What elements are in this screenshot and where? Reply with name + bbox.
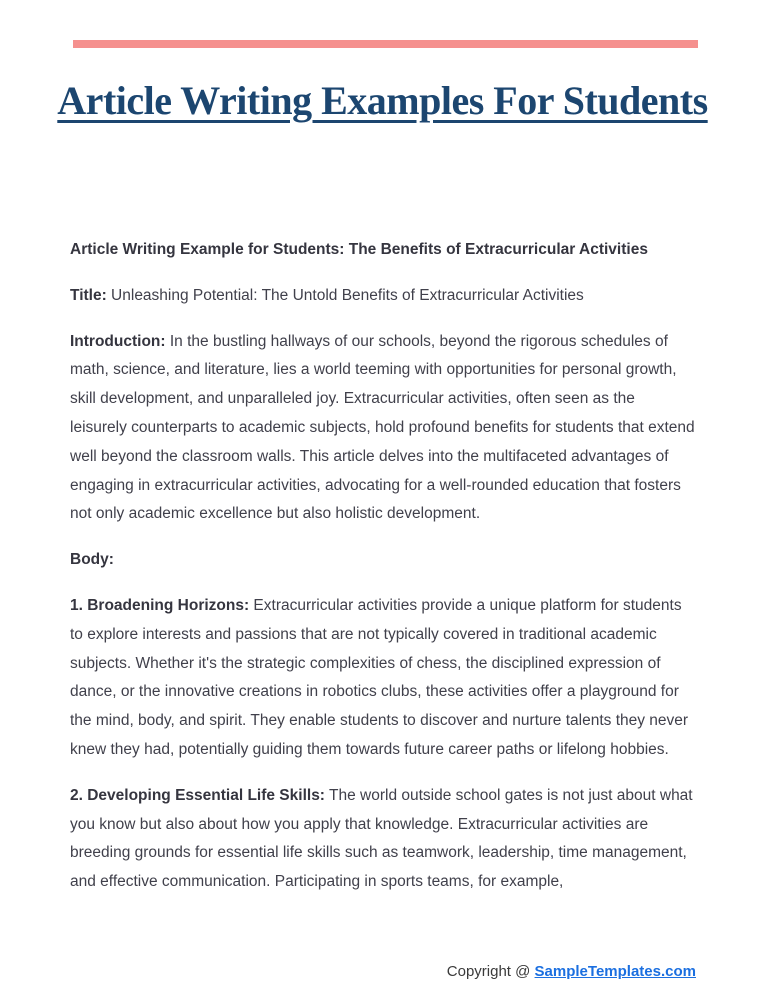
- title-text: Unleashing Potential: The Untold Benefits of Extracurricular Activities: [106, 286, 584, 304]
- page-title: Article Writing Examples For Students: [57, 78, 708, 123]
- accent-bar: [73, 40, 698, 48]
- section-2-label: 2. Developing Essential Life Skills:: [70, 786, 325, 804]
- section-1-label: 1. Broadening Horizons:: [70, 596, 250, 614]
- section-2-text: The world outside school gates is not just about what you know but also about how you apply that knowledge. Extracurricular activities are breeding grounds for essential life skills such as teamwork, leadership, time management, and effective communication. Participating in sports teams, for example,: [70, 786, 693, 891]
- article-body: [70, 236, 696, 914]
- introduction-label: Introduction:: [70, 332, 166, 350]
- footer-copyright: [447, 963, 696, 980]
- introduction-text: In the bustling hallways of our schools, beyond the rigorous schedules of math, science, and literature, lies a world teeming with opportunities for personal growth, skill development, and unparalleled joy. Extracurricular activities, often seen as the leisurely counterparts to academic subjects, hold profound benefits for students that extend well beyond the classroom walls. This article delves into the multifaceted advantages of engaging in extracurricular activities, advocating for a well-rounded education that fosters not only academic excellence but also holistic development.: [70, 332, 695, 523]
- article-title-line: [70, 282, 696, 311]
- title-label: Title:: [70, 286, 107, 304]
- article-heading: Article Writing Example for Students: The Benefits of Extracurricular Activities: [70, 241, 648, 258]
- body-label: Body:: [70, 551, 114, 569]
- sampletemplates-link[interactable]: SampleTemplates.com: [534, 963, 696, 980]
- introduction-paragraph: [70, 328, 696, 530]
- section-paragraph-2: [70, 782, 696, 897]
- copyright-text: Copyright @: [446, 963, 535, 980]
- section-1-text: Extracurricular activities provide a unique platform for students to explore interests and passions that are not typically covered in traditional academic subjects. Whether it's the strategic complexities of chess, the disciplined expression of dance, or the innovative creations in robotics clubs, these activities offer a playground for the mind, body, and spirit. They enable students to discover and nurture talents they never knew they had, potentially guiding them towards future career paths or lifelong hobbies.: [70, 596, 689, 758]
- section-paragraph-1: [70, 592, 696, 765]
